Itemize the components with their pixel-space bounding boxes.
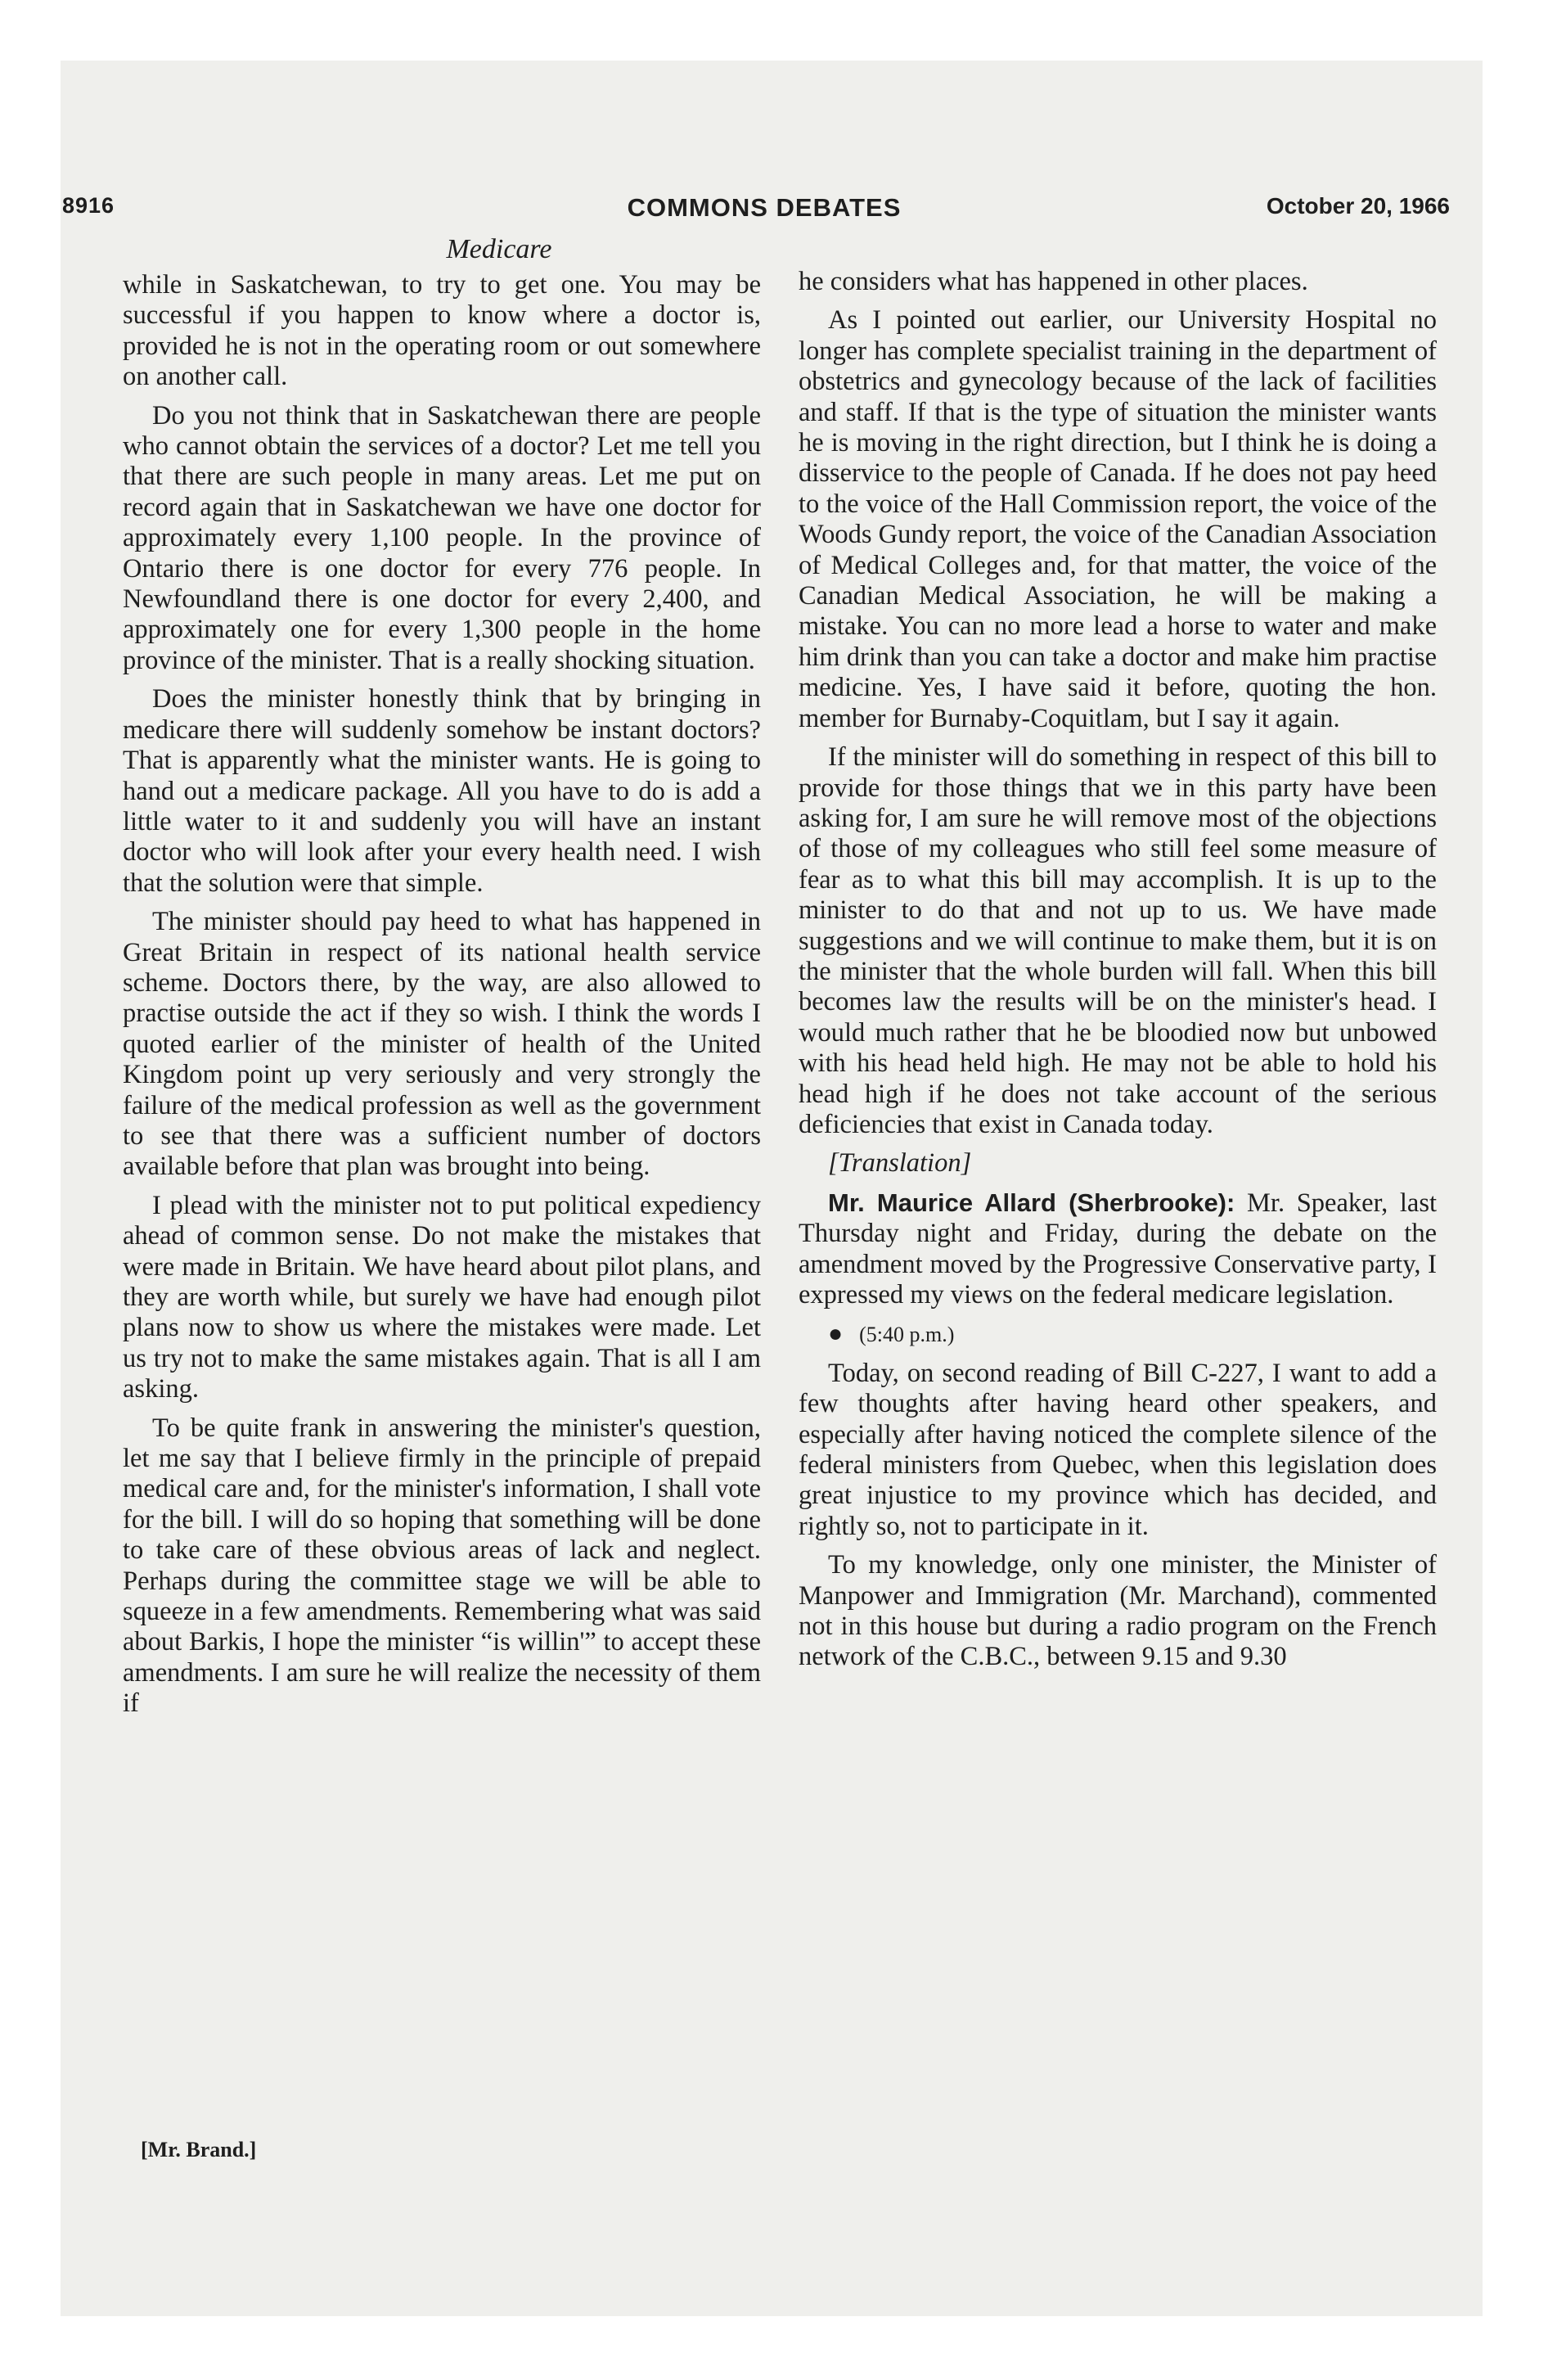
time-marker: (5:40 p.m.) [859,1323,955,1347]
paragraph: he considers what has happened in other places. [799,267,1308,296]
paragraph: Does the minister honestly think that by bringing in medicare there will suddenly somehow be instant doctors? That is apparently what the minister wants. He is going to hand out a medicare package. All you have to do is add a little water to it and suddenly you will have an instant doctor who will look after your every health need. I wish that the solution were that simple. [123,684,761,898]
journal-title: COMMONS DEBATES [627,193,902,222]
left-column [123,270,761,1728]
bullet-icon: ● [828,1320,844,1348]
speaker-text: Mr. Speaker, last Thursday night and Friday, during the debate on the amendment moved by the Progressive Conservative party, I expressed my views on the federal medicare legislation. [799,1188,1438,1309]
time-marker-line [799,1318,1437,1350]
paragraph: As I pointed out earlier, our University Hospital no longer has complete specialist training in the department of obstetrics and gynecology because of the lack of facilities and staff. If that is the type of situation the minister wants he is moving in the right direction, but I think he is doing a disservice to the people of Canada. If he does not pay heed to the voice of the Hall Commission report, the voice of the Woods Gundy report, the voice of the Canadian Association of Medical Colleges and, for that matter, the voice of the Canadian Medical Association, he will be making a mistake. You can no more lead a horse to water and make him drink than you can take a doctor and make him practise medicine. Yes, I have said it before, quoting the hon. member for Burnaby-Coquitlam, but I say it again. [799,305,1437,733]
paragraph: Today, on second reading of Bill C-227, I want to add a few thoughts after having heard other speakers, and especially after having noticed the complete silence of the federal ministers from Quebec, when this legislation does great injustice to my province which has decided, and rightly so, not to participate in it. [799,1358,1437,1541]
speaker-footnote: [Mr. Brand.] [141,2138,257,2161]
paragraph: Do you not think that in Saskatchewan there are people who cannot obtain the services of a doctor? Let me tell you that there are such people in many areas. Let me put on record again that in Saskatchewan we have one doctor for approximately every 1,100 people. In the province of Ontario there is one doctor for every 776 people. In Newfoundland there is one doctor for every 2,400, and approximately one for every 1,300 people in the home province of the minister. That is a really shocking situation. [123,400,761,675]
paragraph: To be quite frank in answering the minister's question, let me say that I believe firmly in the principle of prepaid medical care and, for the minister's information, I shall vote for the bill. I will do so hoping that something will be done to take care of these obvious areas of lack and neglect. Perhaps during the committee stage we will be able to squeeze in a few amendments. Remembering what was said about Barkis, I hope the minister “is willin'” to accept these amendments. I am sure he will realize the necessity of them if [123,1413,761,1719]
translation-label: [Translation] [828,1148,972,1179]
paragraph: I plead with the minister not to put political expediency ahead of common sense. Do not make the mistakes that were made in Britain. We have heard about pilot plans, and they are worth while, but surely we have had enough pilot plans now to show us where the mistakes were made. Let us try not to make the same mistakes again. That is all I am asking. [123,1190,761,1404]
page-header [62,190,1466,231]
paragraph: If the minister will do something in respect of this bill to provide for those things that we in this party have been asking for, I am sure he will remove most of the objections of those of my colleagues who still feel some measure of fear as to what this bill may accomplish. It is up to the minister to do that and not up to us. We have made suggestions and we will continue to make them, but it is on the minister that the whole burden will fall. When this bill becomes law the results will be on the minister's head. I would much rather that he be bloodied now but unbowed with his head held high. He may not be able to hold his head high if he does not take account of the serious deficiencies that exist in Canada today. [799,742,1437,1139]
subject-heading: Medicare [446,234,552,264]
paragraph: while in Saskatchewan, to try to get one. You may be successful if you happen to know where a doctor is, provided he is not in the operating room or out somewhere on another call. [123,270,761,392]
issue-date: October 20, 1966 [1266,193,1450,219]
paragraph: The minister should pay heed to what has happened in Great Britain in respect of its national health service scheme. Doctors there, by the way, are also allowed to practise outside the act if they so wish. I think the words I quoted earlier of the minister of health of the United Kingdom point up very seriously and very strongly the failure of the medical profession as well as the government to see that there was a sufficient number of doctors available before that plan was brought into being. [123,907,761,1182]
paragraph: To my knowledge, only one minister, the Minister of Manpower and Immigration (Mr. Marchand), commented not in this house but during a radio program on the French network of the C.B.C., between 9.15 and 9.30 [799,1550,1437,1672]
page-number: 8916 [62,193,115,218]
speaker-paragraph [799,1188,1437,1311]
speaker-name: Mr. Maurice Allard (Sherbrooke): [828,1188,1235,1217]
right-column [799,267,1437,1681]
